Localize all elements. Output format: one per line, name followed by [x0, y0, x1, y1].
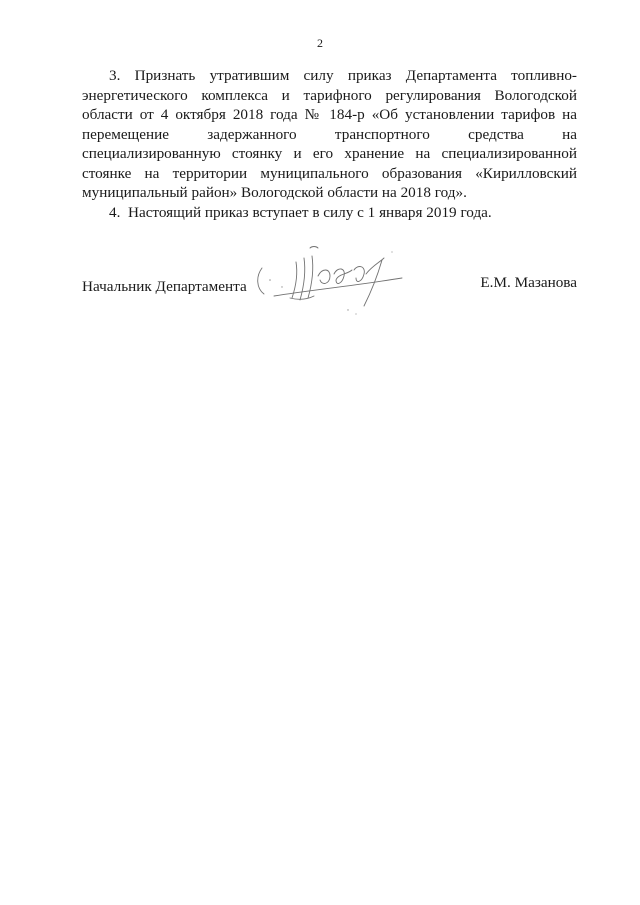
signature-block [82, 268, 577, 318]
paragraph-4-number: 4. [109, 203, 121, 221]
paragraph-3 [82, 66, 577, 203]
document-body [82, 66, 577, 222]
signatory-name: Е.М. Мазанова [480, 274, 577, 291]
paragraph-3-text: Признать утратившим силу приказ Департамента топливно-энергетического комплекса и тарифного регулирования Вологодской области от 4 октября 2018 года № 184-р «Об установлении тарифов на перемещение задержанного транспортного средства на специализированную стоянку и его хранение на специализированной стоянке на территории муниципального образования «Кирилловский муниципальный район» Вологодской области на 2018 год». [82, 67, 577, 201]
page-number: 2 [317, 36, 323, 50]
paragraph-4 [82, 203, 577, 223]
paragraph-3-number: 3. [109, 67, 121, 84]
handwritten-signature [252, 240, 422, 320]
paragraph-4-text: Настоящий приказ вступает в силу с 1 января 2019 года. [127, 203, 492, 221]
signatory-title: Начальник Департамента [82, 278, 247, 295]
